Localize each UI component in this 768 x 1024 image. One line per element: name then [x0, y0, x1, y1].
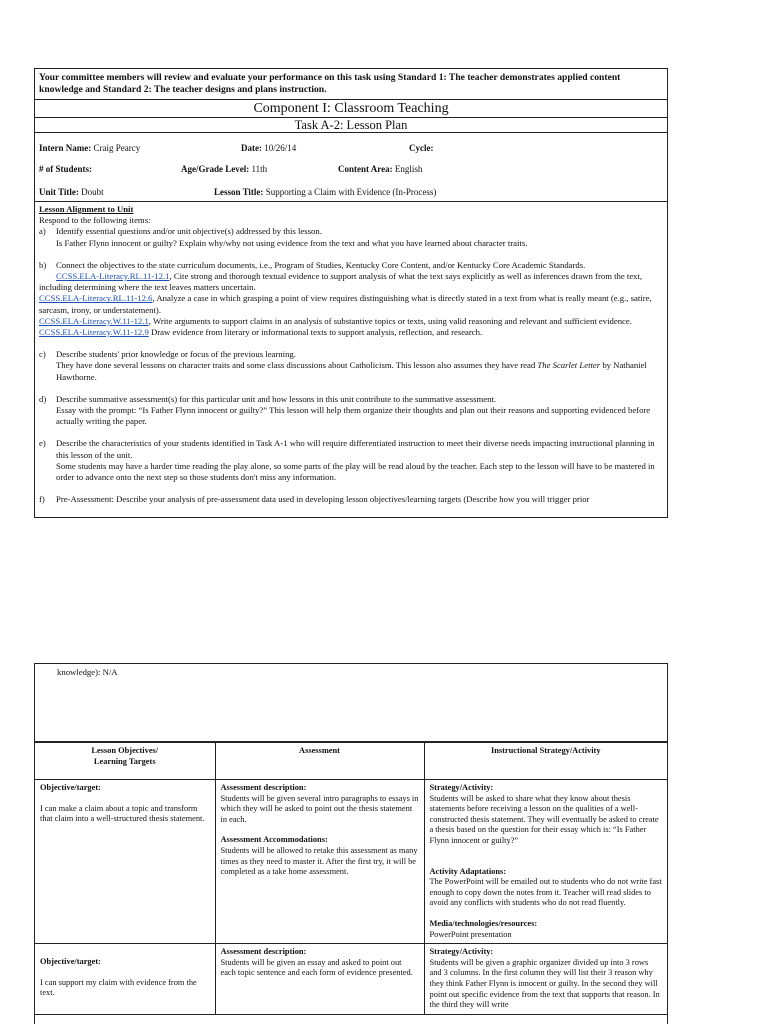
lesson-title-field: Lesson Title: Supporting a Claim with Evidence (In-Process) — [214, 187, 437, 197]
cycle-field: Cycle: — [409, 143, 434, 153]
item-e: e) Describe the characteristics of your students identified in Task A-1 who will require differentiated instruction to meet their diverse needs impacting instructional planning in this lesson of the unit. — [39, 438, 655, 460]
table-header-row — [35, 743, 667, 780]
table-row — [35, 780, 667, 944]
grade-field: Age/Grade Level: 11th — [181, 164, 268, 174]
item-a-answer: Is Father Flynn innocent or guilty? Explain why/why not using evidence from the text and what you have learned about character traits. — [56, 237, 528, 248]
standards-intro: Your committee members will review and evaluate your performance on this task using Standard 1: The teacher demonstrates applied content knowledge and Standard 2: The teacher designs and plans instruction. — [35, 69, 667, 100]
standard-w-9: CCSS.ELA-Literacy.W.11-12.9 Draw evidence from literary or informational texts to support analysis, reflection, and research. — [39, 327, 483, 338]
item-f: f) Pre-Assessment: Describe your analysis of pre-assessment data used in developing lesson objectives/learning targets (Describe how you will trigger prior — [39, 494, 590, 505]
objectives-table — [35, 742, 667, 1015]
table-row — [35, 944, 667, 1015]
strategy-cell: Strategy/Activity: Students will be given a graphic organizer divided up into 3 rows and 3 columns. In the first column they will list their 3 reason why they think Father Flynn is innocent or guilty. In the second they will point out specific evidence from the text that supports that reason. In the third they will write — [424, 944, 667, 1015]
assessment-cell: Assessment description: Students will be given an essay and asked to point out each topic sentence and each form of evidence presented. — [215, 944, 424, 1015]
item-d-answer: Essay with the prompt: “Is Father Flynn innocent or guilty?” This lesson will help them organize their thoughts and plan out their reasons and supporting evidenced before actually writing the paper. — [56, 405, 651, 427]
respond-text: Respond to the following items: — [39, 215, 151, 226]
header-assessment: Assessment — [215, 743, 424, 780]
content-area-field: Content Area: English — [338, 164, 423, 174]
item-e-answer: Some students may have a harder time reading the play alone, so some parts of the play will be read aloud by the teacher. Each step to the lesson will have to be mastered in order to advance onto the next step so those students don't miss any information. — [56, 460, 655, 483]
task-title: Task A-2: Lesson Plan — [35, 118, 667, 133]
unit-title-field: Unit Title: Doubt — [39, 187, 104, 197]
lesson-alignment — [35, 202, 667, 507]
strategy-cell: Strategy/Activity: Students will be asked to share what they know about thesis statements before receiving a lesson on the qualities of a well-constructed thesis statement. They will eventually be asked to create a thesis based on the question for their essay which is: “Is Father Flynn innocent or guilty?” Activity Adaptations: The PowerPoint will be emailed out to students who do not write fast enough to copy down the notes from it. Teacher will read slides to avoid any conflicts with students who do not read fluently. Media/technologies/resources: PowerPoint presentation — [424, 780, 667, 944]
lesson-plan-page-1 — [34, 68, 668, 518]
standard-rl-1: CCSS.ELA-Literacy.RL.11-12.1, Cite strong and thorough textual evidence to support analysis of what the text says explicitly as well as inferences drawn from the text, including determining where the text leaves matters uncertain. — [39, 271, 643, 293]
item-c: c) Describe students' prior knowledge or focus of the previous learning. — [39, 349, 296, 360]
date-field: Date: 10/26/14 — [241, 143, 297, 153]
standard-w-1: CCSS.ELA-Literacy.W.11-12.1, Write arguments to support claims in an analysis of substantive topics or texts, using valid reasoning and relevant and sufficient evidence. — [39, 315, 632, 326]
item-b: b) Connect the objectives to the state curriculum documents, i.e., Program of Studies, Kentucky Core Content, and/or Kentucky Core Academic Standards. — [39, 259, 586, 270]
lesson-fields — [35, 133, 667, 202]
students-field: # of Students: — [39, 164, 93, 174]
lesson-plan-page-2 — [34, 663, 668, 1024]
standard-rl-1-link[interactable]: CCSS.ELA-Literacy.RL.11-12.1 — [56, 271, 170, 282]
header-objectives: Lesson Objectives/ Learning Targets — [35, 743, 215, 780]
item-d: d) Describe summative assessment(s) for this particular unit and how lessons in this unit contribute to the summative assessment. — [39, 393, 497, 404]
header-strategy: Instructional Strategy/Activity — [424, 743, 667, 780]
objective-cell: Objective/target: I can make a claim about a topic and transform that claim into a well-structured thesis statement. — [35, 780, 215, 944]
intern-field: Intern Name: Craig Pearcy — [39, 143, 141, 153]
standard-rl-6: CCSS.ELA-Literacy.RL.11-12.6, Analyze a case in which grasping a point of view requires distinguishing what is directly stated in a text from what is really meant (e.g., satire, sarcasm, irony, or understatement). — [39, 293, 652, 315]
standard-w-1-link[interactable]: CCSS.ELA-Literacy.W.11-12.1 — [39, 315, 149, 326]
item-c-answer: They have done several lessons on character traits and some class discussions about Catholicism. This lesson also assumes they have read The Scarlet Letter by Nathaniel Hawthorne. — [56, 360, 647, 382]
pre-assessment-continuation: knowledge): N/A — [35, 664, 667, 742]
assessment-cell: Assessment description: Students will be given several intro paragraphs to essays in which they will be asked to point out the thesis statement in each. Assessment Accommodations: Students will be allowed to retake this assessment as many times as they need to master it. After the first try, it will be completed as a take home assessment. — [215, 780, 424, 944]
component-title: Component I: Classroom Teaching — [35, 100, 667, 118]
standard-rl-6-link[interactable]: CCSS.ELA-Literacy.RL.11-12.6 — [39, 293, 153, 304]
item-a: a) Identify essential questions and/or unit objective(s) addressed by this lesson. — [39, 226, 322, 237]
alignment-heading: Lesson Alignment to Unit — [39, 204, 134, 214]
standard-w-9-link[interactable]: CCSS.ELA-Literacy.W.11-12.9 — [39, 327, 149, 338]
objective-cell: Objective/target: I can support my claim with evidence from the text. — [35, 944, 215, 1015]
